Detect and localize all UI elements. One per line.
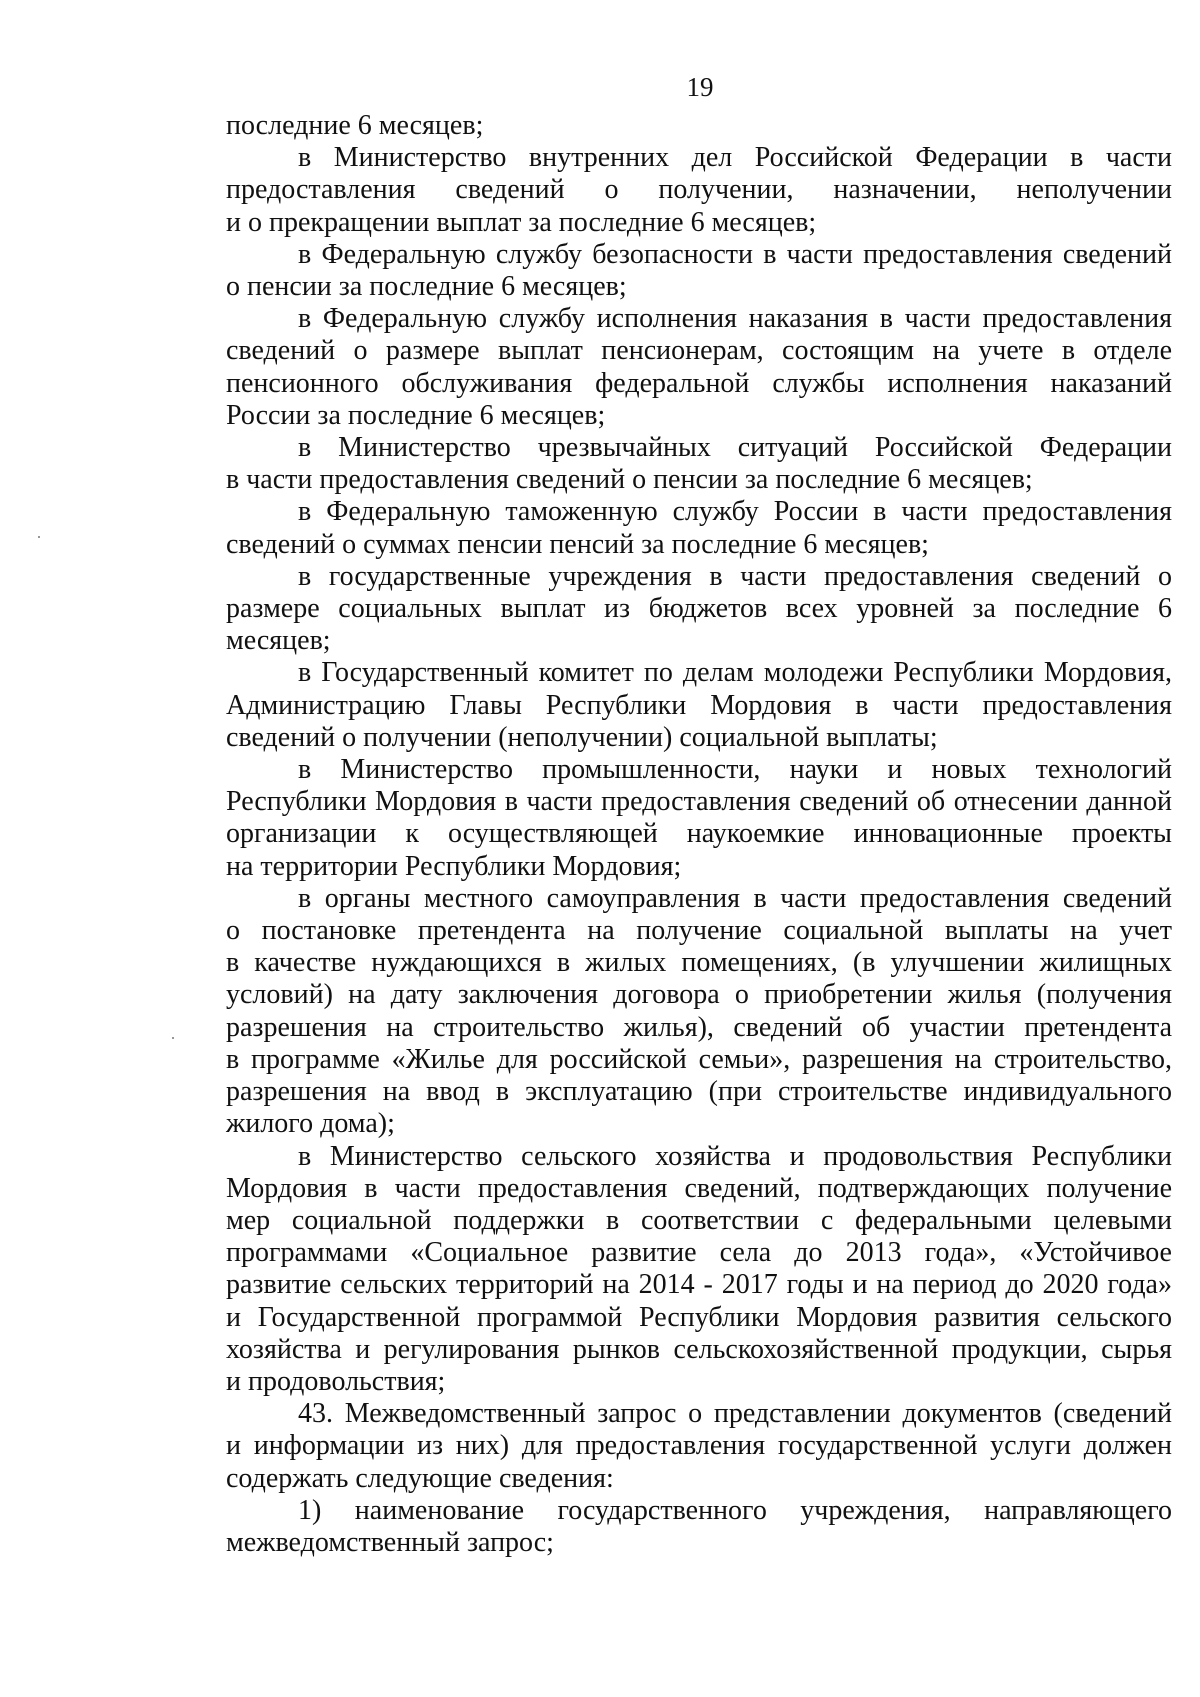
text-line: 1) наименование государственного учреждения, направляющего xyxy=(298,1494,1172,1526)
text-line: Администрацию Главы Республики Мордовия в части предоставления xyxy=(226,689,1172,721)
text-line: предоставления сведений о получении, назначении, неполучении xyxy=(226,174,1172,206)
text-line: организации к осуществляющей наукоемкие инновационные проекты xyxy=(226,818,1172,850)
paragraph xyxy=(226,110,1172,142)
text-line: месяцев; xyxy=(226,625,331,657)
paragraph xyxy=(226,754,1172,883)
text-line: развитие сельских территорий на 2014 - 2017 годы и на период до 2020 года» xyxy=(226,1269,1172,1301)
text-line: в Министерство промышленности, науки и новых технологий xyxy=(298,754,1172,786)
text-line: условий) на дату заключения договора о приобретении жилья (получения xyxy=(226,979,1172,1011)
scan-speck xyxy=(172,1037,174,1039)
text-line: на территории Республики Мордовия; xyxy=(226,850,682,882)
text-line: 43. Межведомственный запрос о представлении документов (сведений xyxy=(298,1398,1172,1430)
text-line: межведомственный запрос; xyxy=(226,1526,554,1558)
text-line: Республики Мордовия в части предоставления сведений об отнесении данной xyxy=(226,786,1172,818)
paragraph xyxy=(226,303,1172,432)
text-line: в Государственный комитет по делам молодежи Республики Мордовия, xyxy=(298,657,1172,689)
text-line: последние 6 месяцев; xyxy=(226,110,484,141)
text-line: в Министерство сельского хозяйства и продовольствия Республики xyxy=(298,1140,1172,1172)
text-line: в Министерство внутренних дел Российской Федерации в части xyxy=(298,142,1172,174)
text-line: разрешения на строительство жилья), сведений об участии претендента xyxy=(226,1011,1172,1043)
text-line: и продовольствия; xyxy=(226,1365,446,1397)
text-line: пенсионного обслуживания федеральной службы исполнения наказаний xyxy=(226,367,1172,399)
scan-speck xyxy=(38,536,40,538)
text-line: хозяйства и регулирования рынков сельскохозяйственной продукции, сырья xyxy=(226,1333,1172,1365)
text-line: в качестве нуждающихся в жилых помещениях, (в улучшении жилищных xyxy=(226,947,1172,979)
paragraph xyxy=(226,1141,1172,1399)
paragraph xyxy=(226,142,1172,239)
text-line: сведений о размере выплат пенсионерам, состоящим на учете в отделе xyxy=(226,335,1172,367)
text-line: размере социальных выплат из бюджетов всех уровней за последние 6 xyxy=(226,593,1172,625)
text-line: в органы местного самоуправления в части предоставления сведений xyxy=(298,882,1172,914)
text-line: и Государственной программой Республики Мордовия развития сельского xyxy=(226,1301,1172,1333)
document-body xyxy=(226,110,1172,1559)
paragraph xyxy=(226,432,1172,496)
text-line: в Федеральную службу исполнения наказания в части предоставления xyxy=(298,303,1172,335)
text-line: и информации из них) для предоставления государственной услуги должен xyxy=(226,1430,1172,1462)
text-line: в Федеральную службу безопасности в части предоставления сведений xyxy=(298,238,1172,270)
text-line: в программе «Жилье для российской семьи», разрешения на строительство, xyxy=(226,1043,1172,1075)
paragraph xyxy=(226,1495,1172,1559)
text-line: о постановке претендента на получение социальной выплаты на учет xyxy=(226,915,1172,947)
text-line: содержать следующие сведения: xyxy=(226,1462,614,1494)
text-line: разрешения на ввод в эксплуатацию (при строительстве индивидуального xyxy=(226,1076,1172,1108)
paragraph xyxy=(226,1398,1172,1495)
text-line: в государственные учреждения в части предоставления сведений о xyxy=(298,560,1172,592)
page-number: 19 xyxy=(686,72,714,102)
text-line: Мордовия в части предоставления сведений, подтверждающих получение xyxy=(226,1172,1172,1204)
text-line: в части предоставления сведений о пенсии за последние 6 месяцев; xyxy=(226,464,1033,496)
paragraph xyxy=(226,657,1172,754)
text-line: в Министерство чрезвычайных ситуаций Российской Федерации xyxy=(298,432,1172,464)
text-line: мер социальной поддержки в соответствии с федеральными целевыми xyxy=(226,1204,1172,1236)
paragraph xyxy=(226,561,1172,658)
text-line: в Федеральную таможенную службу России в части предоставления xyxy=(298,496,1172,528)
text-line: о пенсии за последние 6 месяцев; xyxy=(226,271,627,303)
text-line: сведений о суммах пенсии пенсий за последние 6 месяцев; xyxy=(226,528,929,560)
text-line: сведений о получении (неполучении) социальной выплаты; xyxy=(226,721,938,753)
text-line: жилого дома); xyxy=(226,1108,395,1140)
paragraph xyxy=(226,883,1172,1141)
paragraph xyxy=(226,239,1172,303)
paragraph xyxy=(226,496,1172,560)
text-line: России за последние 6 месяцев; xyxy=(226,399,606,431)
text-line: и о прекращении выплат за последние 6 месяцев; xyxy=(226,206,817,238)
text-line: программами «Социальное развитие села до 2013 года», «Устойчивое xyxy=(226,1237,1172,1269)
